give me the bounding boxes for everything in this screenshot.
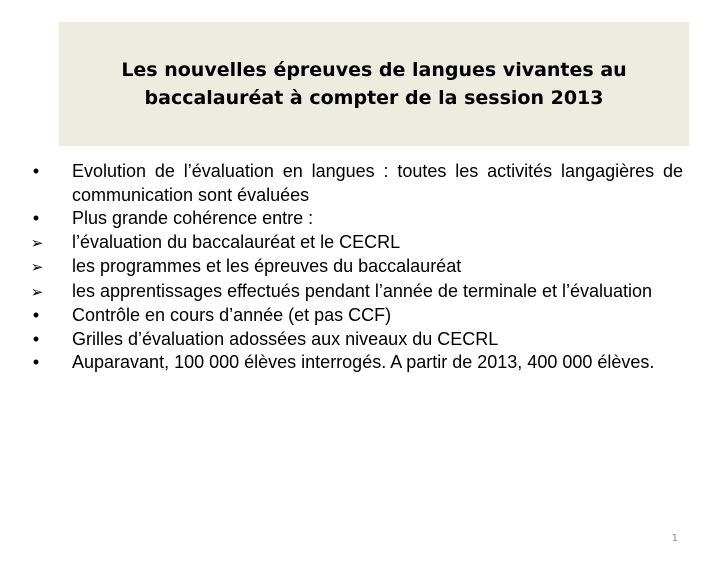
page-number: 1 xyxy=(671,533,678,544)
title-box xyxy=(59,22,689,146)
bullet-item xyxy=(30,207,683,231)
bullet-text: les apprentissages effectués pendant l’année de terminale et l’évaluation xyxy=(72,280,653,301)
bullet-marker xyxy=(30,160,72,184)
bullet-item xyxy=(30,280,683,305)
bullet-marker xyxy=(30,328,72,352)
bullet-marker xyxy=(30,231,72,256)
bullet-dot-icon: • xyxy=(32,328,40,349)
arrow-bullet-icon: ➢ xyxy=(30,259,44,276)
bullet-dot-icon: • xyxy=(32,352,40,372)
bullet-marker xyxy=(30,304,72,328)
bullet-item xyxy=(30,304,683,328)
bullet-text: les programmes et les épreuves du baccalauréat xyxy=(72,256,462,276)
bullet-item xyxy=(30,255,683,280)
arrow-bullet-icon: ➢ xyxy=(30,234,44,252)
bullet-marker xyxy=(30,280,72,305)
bullet-text: Grilles d’évaluation adossées aux niveaux du CECRL xyxy=(72,328,499,349)
bullet-text: Auparavant, 100 000 élèves interrogés. A partir de 2013, 400 000 élèves. xyxy=(72,352,655,372)
arrow-bullet-icon: ➢ xyxy=(30,283,44,301)
bullet-text: Evolution de l’évaluation en langues : toutes les activités langagières de communication sont évaluées xyxy=(72,161,683,205)
bullet-dot-icon: • xyxy=(32,208,40,228)
bullet-item xyxy=(30,160,683,207)
slide-title: Les nouvelles épreuves de langues vivantes au baccalauréat à compter de la session 2013 xyxy=(121,59,627,109)
bullet-text: l’évaluation du baccalauréat et le CECRL xyxy=(72,231,401,252)
bullet-item xyxy=(30,328,683,352)
bullet-marker xyxy=(30,207,72,231)
bullet-text: Contrôle en cours d’année (et pas CCF) xyxy=(72,305,392,325)
bullet-marker xyxy=(30,255,72,280)
bullet-marker xyxy=(30,351,72,375)
bullet-dot-icon: • xyxy=(32,305,40,325)
bullet-dot-icon: • xyxy=(32,161,40,181)
bullet-item xyxy=(30,351,683,375)
bullet-list xyxy=(30,160,683,375)
bullet-text: Plus grande cohérence entre : xyxy=(72,208,314,228)
bullet-item xyxy=(30,231,683,256)
